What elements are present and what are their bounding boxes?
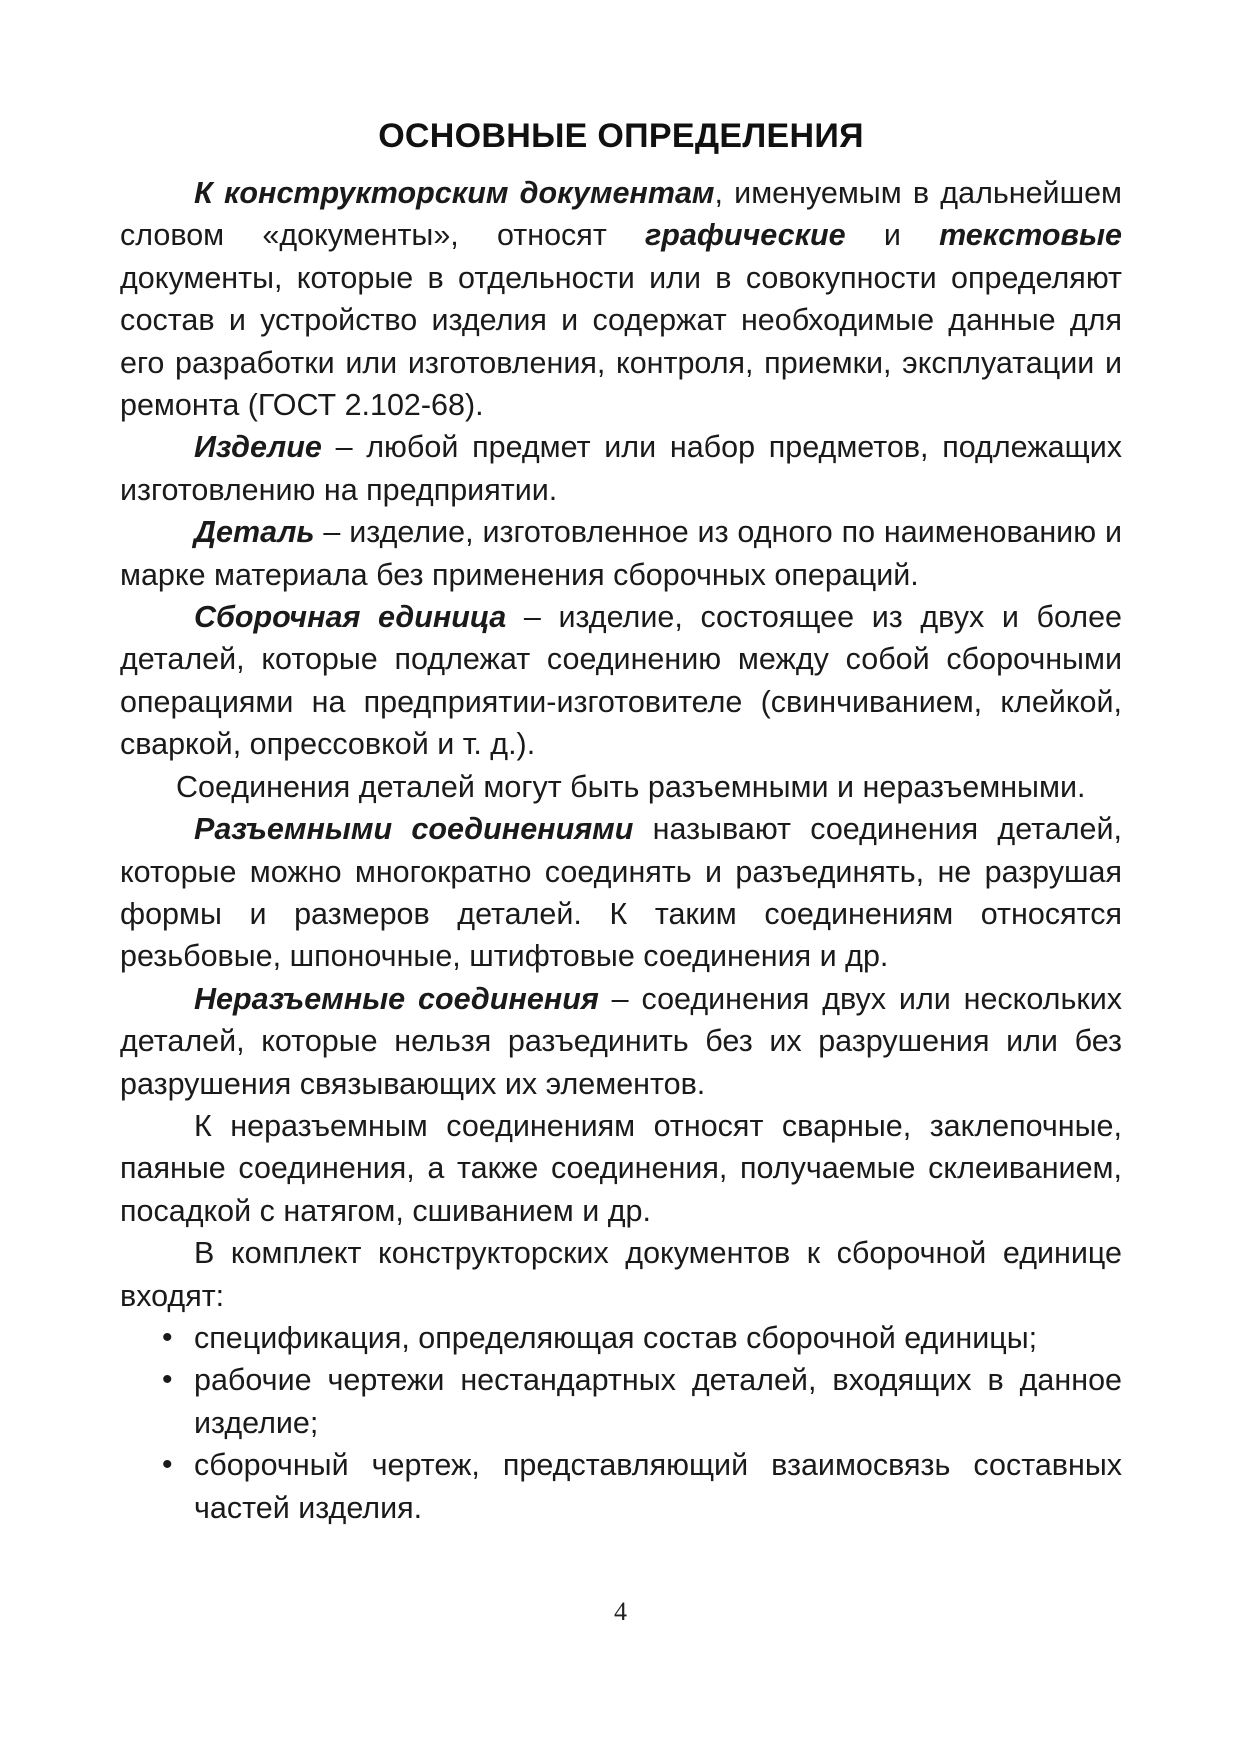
page-number: 4 bbox=[614, 1597, 627, 1626]
paragraph-text: и bbox=[845, 218, 940, 253]
paragraph-text: – соединения двух или нескольких деталей, которые нельзя разъединить без их разрушения или без разрушения связывающих их элементов. bbox=[120, 981, 1122, 1101]
document-set-list bbox=[120, 1317, 1122, 1529]
list-item-text: рабочие чертежи нестандартных деталей, входящих в данное изделие; bbox=[194, 1363, 1122, 1440]
list-item-text: сборочный чертеж, представляющий взаимосвязь составных частей изделия. bbox=[194, 1448, 1122, 1525]
page-content bbox=[120, 112, 1122, 1529]
list-item-text: спецификация, определяющая состав сборочной единицы; bbox=[194, 1320, 1038, 1355]
term-permanent-connections: Неразъемные соединения bbox=[194, 981, 599, 1016]
paragraph-assembly-unit bbox=[120, 596, 1122, 766]
paragraph-document-set: В комплект конструкторских документов к сборочной единице входят: bbox=[120, 1236, 1122, 1313]
term-detachable-connections: Разъемными соединениями bbox=[194, 812, 634, 847]
term-product: Изделие bbox=[194, 430, 322, 465]
term-textual: текстовые bbox=[939, 218, 1122, 253]
paragraph-text: – изделие, изготовленное из одного по наименованию и марке материала без применения сборочных операций. bbox=[120, 515, 1122, 592]
term-assembly-unit: Сборочная единица bbox=[194, 600, 507, 635]
paragraph-text: – изделие, состоящее из двух и более деталей, которые подлежат соединению между собой сборочными операциями на предприятии-изготовителе (свинчиванием, клейкой, сваркой, опрессовкой и т. д.). bbox=[120, 600, 1122, 762]
paragraph-permanent-connections bbox=[120, 978, 1122, 1105]
term-graphic: графические bbox=[645, 218, 846, 253]
bullet-icon: • bbox=[162, 1363, 173, 1397]
term-design-documents: К конструкторским документам bbox=[194, 176, 715, 210]
list-item bbox=[120, 1359, 1122, 1444]
paragraph-connection-types: Соединения деталей могут быть разъемными и неразъемными. bbox=[176, 769, 1086, 804]
paragraph-product bbox=[120, 426, 1122, 511]
paragraph-design-documents bbox=[120, 172, 1122, 426]
list-item bbox=[120, 1317, 1122, 1359]
bullet-icon: • bbox=[162, 1320, 173, 1354]
paragraph-text: называют соединения деталей, которые можно многократно соединять и разъединять, не разрушая формы и размеров деталей. К таким соединениям относятся резьбовые, шпоночные, штифтовые соединения и др. bbox=[120, 812, 1122, 974]
page-title: ОСНОВНЫЕ ОПРЕДЕЛЕНИЯ bbox=[378, 117, 864, 155]
term-part: Деталь bbox=[194, 515, 315, 550]
paragraph-text: , именуемым в дальнейшем словом «документы», относят bbox=[120, 176, 1122, 253]
paragraph-permanent-examples: К неразъемным соединениям относят сварные, заклепочные, паяные соединения, а также соединения, получаемые склеиванием, посадкой с натягом, сшиванием и др. bbox=[120, 1108, 1122, 1228]
paragraph-text: – любой предмет или набор предметов, подлежащих изготовлению на предприятии. bbox=[120, 430, 1122, 507]
paragraph-part bbox=[120, 511, 1122, 596]
paragraph-detachable-connections bbox=[120, 808, 1122, 978]
paragraph-text: документы, которые в отдельности или в совокупности определяют состав и устройство изделия и содержат необходимые данные для его разработки или изготовления, контроля, приемки, эксплуатации и ремонта (ГОСТ 2.102-68). bbox=[120, 260, 1122, 423]
bullet-icon: • bbox=[162, 1448, 173, 1482]
list-item bbox=[120, 1444, 1122, 1529]
